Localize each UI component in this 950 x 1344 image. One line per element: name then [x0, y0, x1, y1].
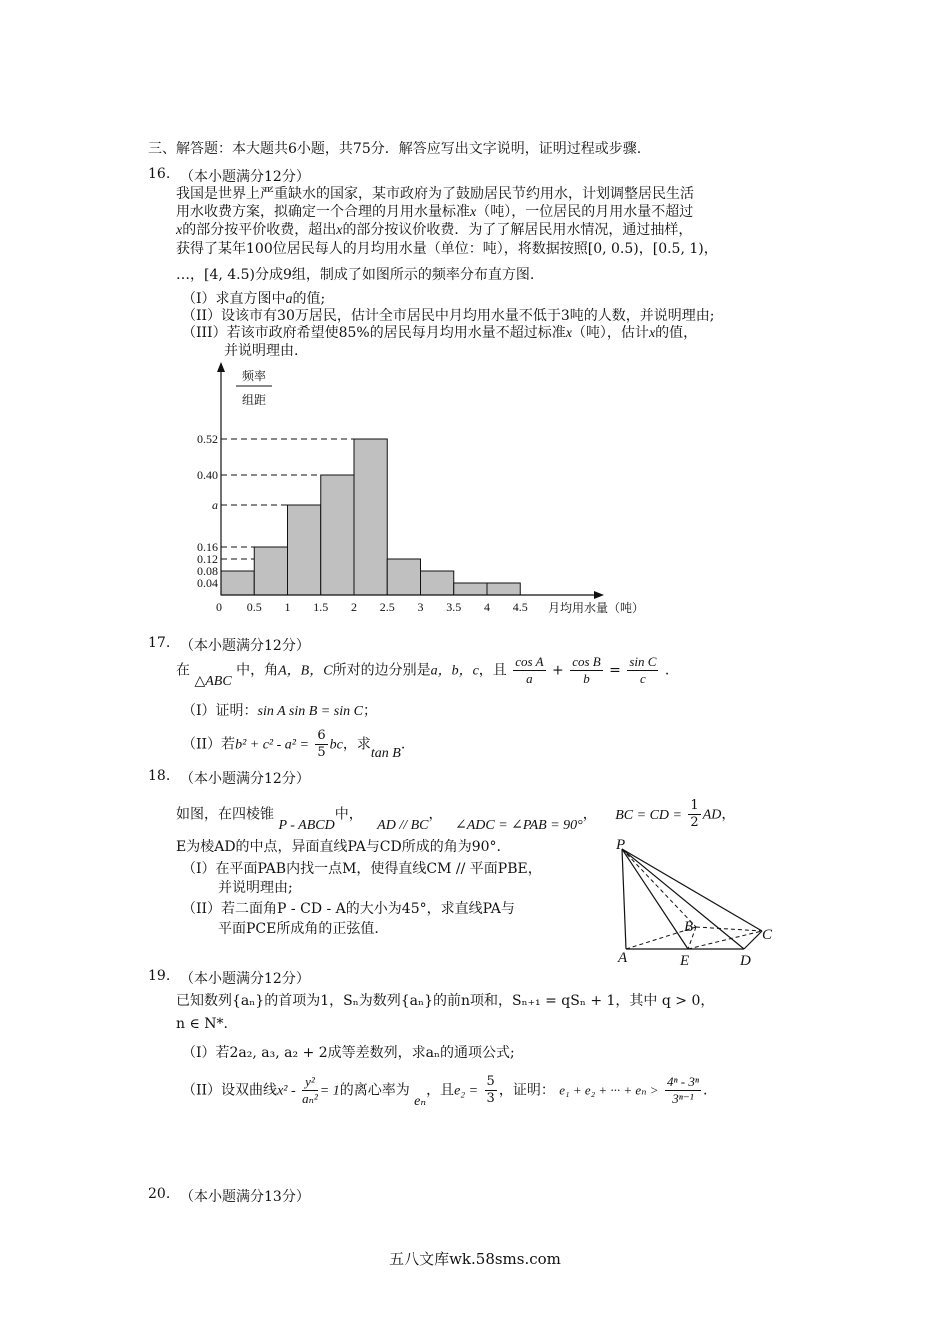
x-tick-label: 0.5: [246, 600, 262, 614]
histogram-bar: [321, 475, 354, 595]
y-tick-label: 0.40: [197, 468, 218, 482]
q17-number: 17.: [148, 635, 171, 651]
q20-points: （本小题满分13分）: [180, 1189, 310, 1205]
x-tick-label: 4: [484, 600, 490, 614]
q19-part1: （I）若2a₂, a₃, a₂ + 2成等差数列，求aₙ的通项公式;: [182, 1045, 515, 1061]
q16-part3-cont: 并说明理由.: [224, 343, 299, 359]
histogram-bar: [221, 571, 254, 595]
y-label-denominator: 组距: [241, 393, 267, 407]
q18-part2: （II）若二面角P - CD - A的大小为45°，求直线PA与: [182, 901, 515, 917]
q18-points: （本小题满分12分）: [180, 771, 310, 787]
q16-number: 16.: [148, 166, 171, 182]
x-axis-arrow: [594, 591, 604, 599]
q18-line1: 如图，在四棱锥 P - ABCD中， AD // BC， ∠ADC = ∠PAB = 90°， BC = CD = $\frac{1}{2}$ AD，: [176, 798, 736, 833]
histogram-bar: [288, 505, 321, 595]
y-tick-label: 0.04: [197, 576, 218, 590]
x-tick-label: 2.5: [379, 600, 395, 614]
q19-points: （本小题满分12分）: [180, 971, 310, 987]
y-tick-label: 0.52: [197, 432, 218, 446]
frequency-histogram: [180, 358, 680, 628]
y-tick-label: 0.12: [197, 552, 218, 566]
histogram-bar: [454, 583, 487, 595]
y-tick-label: 0.08: [197, 564, 218, 578]
q19-line1: 已知数列{aₙ}的首项为1，Sₙ为数列{aₙ}的前n项和，Sₙ₊₁ = qSₙ + 1，其中 q > 0，: [176, 993, 715, 1009]
q16-points: （本小题满分12分）: [180, 169, 310, 185]
histogram-bar: [387, 559, 420, 595]
q16-line5: …，[4, 4.5)分成9组，制成了如图所示的频率分布直方图.: [176, 267, 535, 283]
q17-points: （本小题满分12分）: [180, 638, 310, 654]
y-tick-label: 0.16: [197, 540, 218, 554]
x-axis-label: 月均用水量（吨）: [548, 601, 645, 615]
histogram-bar: [421, 571, 454, 595]
edge-bc: [696, 927, 762, 931]
y-label-numerator: 频率: [241, 369, 267, 383]
edge-pa: [622, 849, 626, 949]
q17-part2: （II）若b² + c² - a² = $\frac{6}{5}$ bc，求tan B.: [182, 728, 406, 761]
q19-number: 19.: [148, 968, 171, 984]
x-tick-label: 3: [417, 600, 424, 614]
histogram-bar: [354, 439, 387, 595]
label-b: B: [684, 919, 694, 935]
q16-line4: 获得了某年100位居民每人的月均用水量（单位：吨），将数据按照[0, 0.5)，[0.5, 1)，: [176, 241, 718, 257]
y-axis-arrow: [217, 362, 225, 372]
x-tick-label: 0: [216, 600, 222, 614]
y-tick-label: a: [212, 498, 218, 512]
q20-number: 20.: [148, 1186, 171, 1202]
x-tick-label: 2: [351, 600, 357, 614]
label-e: E: [680, 953, 690, 969]
label-a: A: [618, 950, 628, 966]
q18-part1-cont: 并说明理由;: [218, 880, 293, 896]
footer-watermark: 五八文库wk.58sms.com: [389, 1250, 561, 1268]
q16-line2: 用水收费方案，拟确定一个合理的月用水量标准x（吨），一位居民的月用水量不超过: [176, 204, 694, 220]
q17-part1: （I）证明：sin A sin B = sin C；: [182, 703, 377, 719]
x-tick-label: 1.5: [313, 600, 329, 614]
q17-line1: 在 △ABC 中，角A，B，C所对的边分别是a，b，c，且 $\frac{\text{cos A}}{a}$ + $\frac{\text{cos B}}{b}$ = $\frac{\text{sin C}}{c}$ .: [176, 654, 670, 689]
x-tick-label: 1: [284, 600, 291, 614]
histogram-bar: [254, 547, 287, 595]
edge-pd: [622, 849, 744, 949]
q16-line3: x的部分按平价收费，超出x的部分按议价收费．为了了解居民用水情况，通过抽样，: [176, 222, 693, 238]
edge-pe: [622, 849, 688, 949]
histogram-bar: [487, 583, 520, 595]
q18-line2: E为棱AD的中点，异面直线PA与CD所成的角为90°.: [176, 839, 501, 855]
q19-part2: （II）设双曲线x² - $\frac{\text{y²}}{\text{aₙ²}}$ = 1的离心率为 eₙ，且e₂ = $\frac{5}{3}$ ，证明： e₁ + e₂ + ··· + eₙ > $\frac{\text{4ⁿ - 3ⁿ}}{\text{3ⁿ⁻¹}}$ .: [182, 1074, 708, 1109]
edge-pb: [622, 849, 696, 927]
q16-part3: （III）若该市政府希望使85%的居民每月均用水量不超过标准x（吨），估计x的值，: [182, 325, 698, 341]
section-header: 三、解答题：本大题共6小题，共75分．解答应写出文字说明，证明过程或步骤.: [148, 141, 642, 157]
q16-line1: 我国是世界上严重缺水的国家，某市政府为了鼓励居民节约用水，计划调整居民生活: [176, 186, 694, 202]
q16-part2: （II）设该市有30万居民，估计全市居民中月均用水量不低于3吨的人数，并说明理由;: [182, 308, 715, 324]
q16-part1: （I）求直方图中a的值;: [182, 291, 326, 307]
label-d: D: [740, 953, 751, 969]
q18-part1: （I）在平面PAB内找一点M，使得直线CM // 平面PBE，: [182, 861, 542, 877]
q18-part2-cont: 平面PCE所成角的正弦值.: [218, 921, 379, 937]
label-p: P: [616, 837, 626, 853]
pyramid-figure: [610, 835, 790, 970]
q19-line2: n ∈ N*.: [176, 1016, 228, 1032]
x-tick-label: 4.5: [512, 600, 528, 614]
q18-number: 18.: [148, 768, 171, 784]
x-tick-label: 3.5: [446, 600, 462, 614]
label-c: C: [762, 927, 773, 943]
